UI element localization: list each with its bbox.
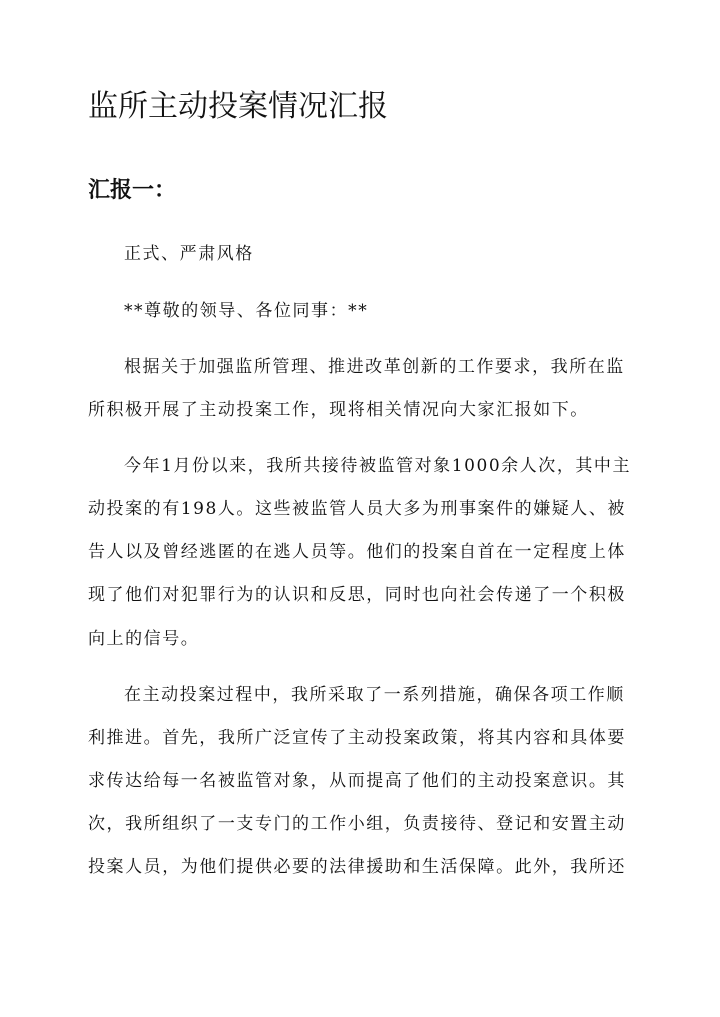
paragraph-line: 利推进。首先，我所广泛宣传了主动投案政策，将其内容和具体要: [88, 728, 626, 748]
paragraph-line: 根据关于加强监所管理、推进改革创新的工作要求，我所在监: [124, 357, 625, 377]
paragraph-line: 次，我所组织了一支专门的工作小组，负责接待、登记和安置主动: [88, 814, 626, 834]
style-note: 正式、严肃风格: [124, 244, 254, 264]
paragraph-line: 求传达给每一名被监管对象，从而提高了他们的主动投案意识。其: [88, 771, 626, 791]
paragraph-line: 现了他们对犯罪行为的认识和反思，同时也向社会传递了一个积极: [88, 585, 626, 605]
paragraph-line: 所积极开展了主动投案工作，现将相关情况向大家汇报如下。: [88, 400, 589, 420]
paragraph-line: 在主动投案过程中，我所采取了一系列措施，确保各项工作顺: [124, 685, 625, 705]
document-title: 监所主动投案情况汇报: [88, 89, 388, 124]
paragraph-line: 动投案的有198人。这些被监管人员大多为刑事案件的嫌疑人、被: [88, 499, 626, 519]
paragraph-line: 告人以及曾经逃匿的在逃人员等。他们的投案自首在一定程度上体: [88, 542, 626, 562]
paragraph-line: 向上的信号。: [88, 629, 200, 649]
paragraph-line: 投案人员，为他们提供必要的法律援助和生活保障。此外，我所还: [88, 857, 626, 877]
salutation: **尊敬的领导、各位同事：**: [124, 301, 369, 321]
section-heading: 汇报一：: [88, 177, 177, 203]
paragraph-line: 今年1月份以来，我所共接待被监管对象1000余人次，其中主: [124, 456, 632, 476]
